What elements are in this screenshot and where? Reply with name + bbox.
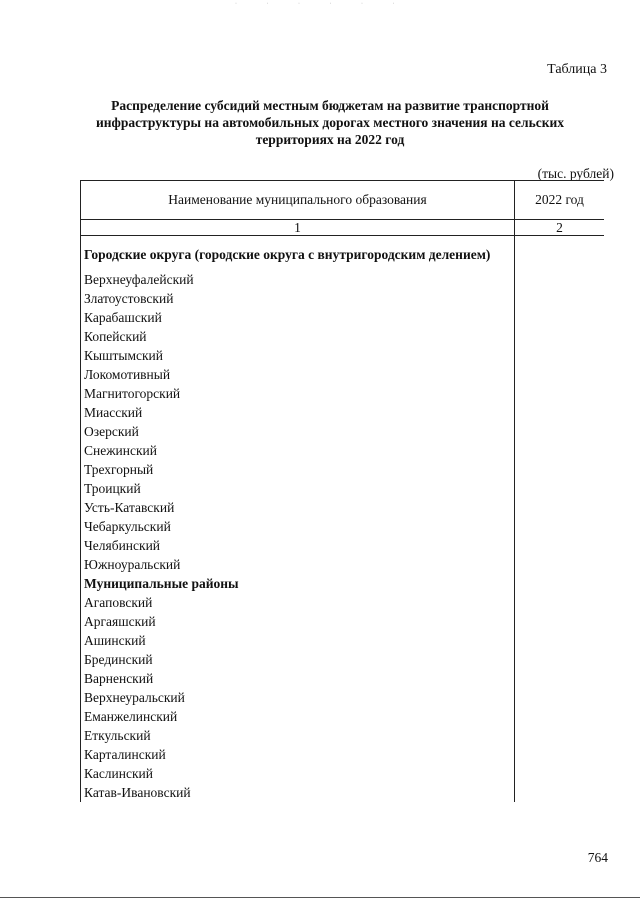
year-value-cell [515, 631, 605, 650]
table-body [81, 236, 605, 803]
municipality-name-cell: Челябинский [81, 536, 515, 555]
year-value-cell [515, 536, 605, 555]
municipality-name-cell: Локомотивный [81, 365, 515, 384]
table-row [81, 460, 605, 479]
group-title-cell: Муниципальные районы [81, 574, 515, 593]
municipality-name-cell: Карабашский [81, 308, 515, 327]
municipality-name-cell: Каслинский [81, 764, 515, 783]
municipality-name-cell: Еткульский [81, 726, 515, 745]
table-row [81, 441, 605, 460]
municipality-name-cell: Златоустовский [81, 289, 515, 308]
scan-artifact-dots: · · · · · · [235, 1, 409, 7]
municipality-name-cell: Копейский [81, 327, 515, 346]
units-note: (тыс. рублей) [537, 166, 614, 181]
group-title-cell: Городские округа (городские округа с внутригородским делением) [81, 236, 515, 271]
table-row [81, 308, 605, 327]
column-number-name: 1 [81, 220, 515, 236]
year-value-cell [515, 517, 605, 536]
municipality-name-cell: Катав-Ивановский [81, 783, 515, 802]
year-value-cell [515, 688, 605, 707]
table-row [81, 517, 605, 536]
municipality-name-cell: Озерский [81, 422, 515, 441]
table-row [81, 745, 605, 764]
year-value-cell [515, 555, 605, 574]
municipality-name-cell: Карталинский [81, 745, 515, 764]
table-row [81, 669, 605, 688]
municipality-name-cell: Трехгорный [81, 460, 515, 479]
municipality-name-cell: Агаповский [81, 593, 515, 612]
table-row [81, 688, 605, 707]
municipality-name-cell: Чебаркульский [81, 517, 515, 536]
year-value-cell [515, 612, 605, 631]
table-row [81, 270, 605, 289]
subsidy-table-container [80, 180, 604, 834]
municipality-name-cell: Аргаяшский [81, 612, 515, 631]
column-header-year: 2022 год [515, 181, 605, 220]
table-row [81, 403, 605, 422]
table-header [81, 181, 605, 236]
year-value-cell [515, 308, 605, 327]
year-value-cell [515, 403, 605, 422]
group-header-row [81, 236, 605, 271]
table-row [81, 384, 605, 403]
municipality-name-cell: Верхнеуфалейский [81, 270, 515, 289]
header-row [81, 181, 605, 220]
table-row [81, 289, 605, 308]
group-header-row [81, 574, 605, 593]
table-row [81, 726, 605, 745]
municipality-name-cell: Южноуральский [81, 555, 515, 574]
municipality-name-cell: Магнитогорский [81, 384, 515, 403]
bottom-rule [0, 897, 640, 898]
municipality-name-cell: Снежинский [81, 441, 515, 460]
year-value-cell [515, 365, 605, 384]
year-value-cell [515, 498, 605, 517]
year-value-cell [515, 289, 605, 308]
column-number-year: 2 [515, 220, 605, 236]
year-value-cell [515, 270, 605, 289]
year-value-cell [515, 236, 605, 271]
table-row [81, 631, 605, 650]
table-row [81, 479, 605, 498]
table-row [81, 365, 605, 384]
year-value-cell [515, 593, 605, 612]
table-row [81, 764, 605, 783]
table-row [81, 498, 605, 517]
table-row [81, 327, 605, 346]
municipality-name-cell: Усть-Катавский [81, 498, 515, 517]
year-value-cell [515, 783, 605, 802]
year-value-cell [515, 726, 605, 745]
header-number-row [81, 220, 605, 236]
table-row [81, 536, 605, 555]
year-value-cell [515, 650, 605, 669]
year-value-cell [515, 707, 605, 726]
year-value-cell [515, 441, 605, 460]
municipality-name-cell: Еманжелинский [81, 707, 515, 726]
table-row [81, 650, 605, 669]
table-row [81, 783, 605, 802]
document-title: Распределение субсидий местным бюджетам на развитие транспортной инфраструктуры на автомобильных дорогах местного значения на сельских территориях на 2022 год [95, 98, 565, 147]
municipality-name-cell: Брединский [81, 650, 515, 669]
year-value-cell [515, 460, 605, 479]
table-row [81, 593, 605, 612]
year-value-cell [515, 745, 605, 764]
year-value-cell [515, 384, 605, 403]
year-value-cell [515, 327, 605, 346]
year-value-cell [515, 764, 605, 783]
year-value-cell [515, 669, 605, 688]
municipality-name-cell: Кыштымский [81, 346, 515, 365]
municipality-name-cell: Верхнеуральский [81, 688, 515, 707]
table-row [81, 612, 605, 631]
municipality-name-cell: Миасский [81, 403, 515, 422]
table-row [81, 346, 605, 365]
table-row [81, 555, 605, 574]
municipality-name-cell: Варненский [81, 669, 515, 688]
table-row [81, 422, 605, 441]
municipality-name-cell: Ашинский [81, 631, 515, 650]
municipality-name-cell: Троицкий [81, 479, 515, 498]
year-value-cell [515, 346, 605, 365]
year-value-cell [515, 574, 605, 593]
subsidy-table [80, 180, 604, 802]
page-number: 764 [587, 850, 608, 865]
table-row [81, 707, 605, 726]
year-value-cell [515, 422, 605, 441]
table-number-label: Таблица 3 [547, 62, 607, 77]
year-value-cell [515, 479, 605, 498]
column-header-name: Наименование муниципального образования [81, 181, 515, 220]
